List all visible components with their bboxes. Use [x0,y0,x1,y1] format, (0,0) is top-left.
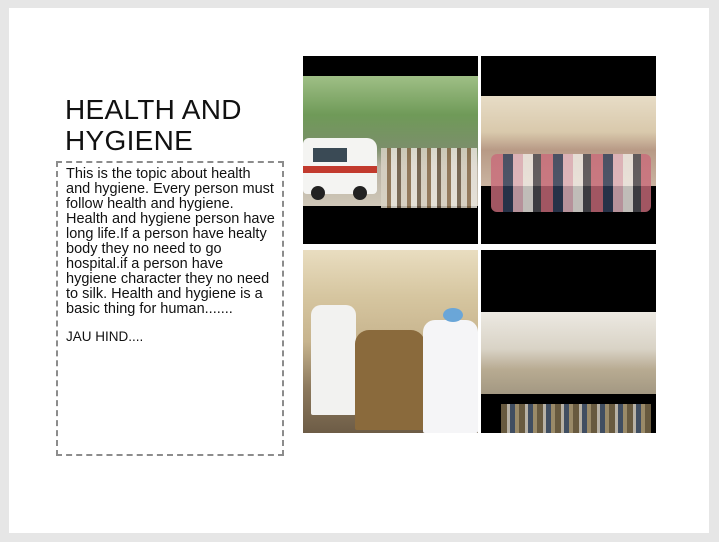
body-paragraph: This is the topic about health and hygiene. Every person must follow health and hygiene. Health and hygiene person have long life.If a person have healty body they no need to go hospital.if a person have hygiene character they no need to silk. Health and hygiene is a basic thing for human....... [66,166,275,317]
ambulance-vehicle [303,138,377,194]
indoor-meeting-photo[interactable] [481,56,656,244]
vaccination-scene [303,250,478,433]
hall-lineup-photo[interactable] [481,250,656,433]
ambulance-wheel [353,186,367,200]
ambulance-photo[interactable] [303,56,478,244]
ambulance-window [313,148,347,162]
slide [9,8,709,533]
vaccination-photo[interactable] [303,250,478,433]
crowd-group [491,154,651,212]
crowd-group [381,148,477,208]
slide-title: HEALTH AND HYGIENE [65,94,242,156]
person-uniform [355,330,425,430]
body-text-box[interactable] [56,161,284,456]
hall-scene [481,312,656,394]
closing-line: JAU HIND.... [66,329,144,344]
nurse-cap [443,308,463,322]
indoor-scene [481,96,656,186]
ambulance-scene [303,76,478,206]
nurse-figure [423,320,478,433]
person-white-shirt [311,305,356,415]
people-lineup [501,404,651,433]
ambulance-wheel [311,186,325,200]
ambulance-stripe [303,166,377,173]
